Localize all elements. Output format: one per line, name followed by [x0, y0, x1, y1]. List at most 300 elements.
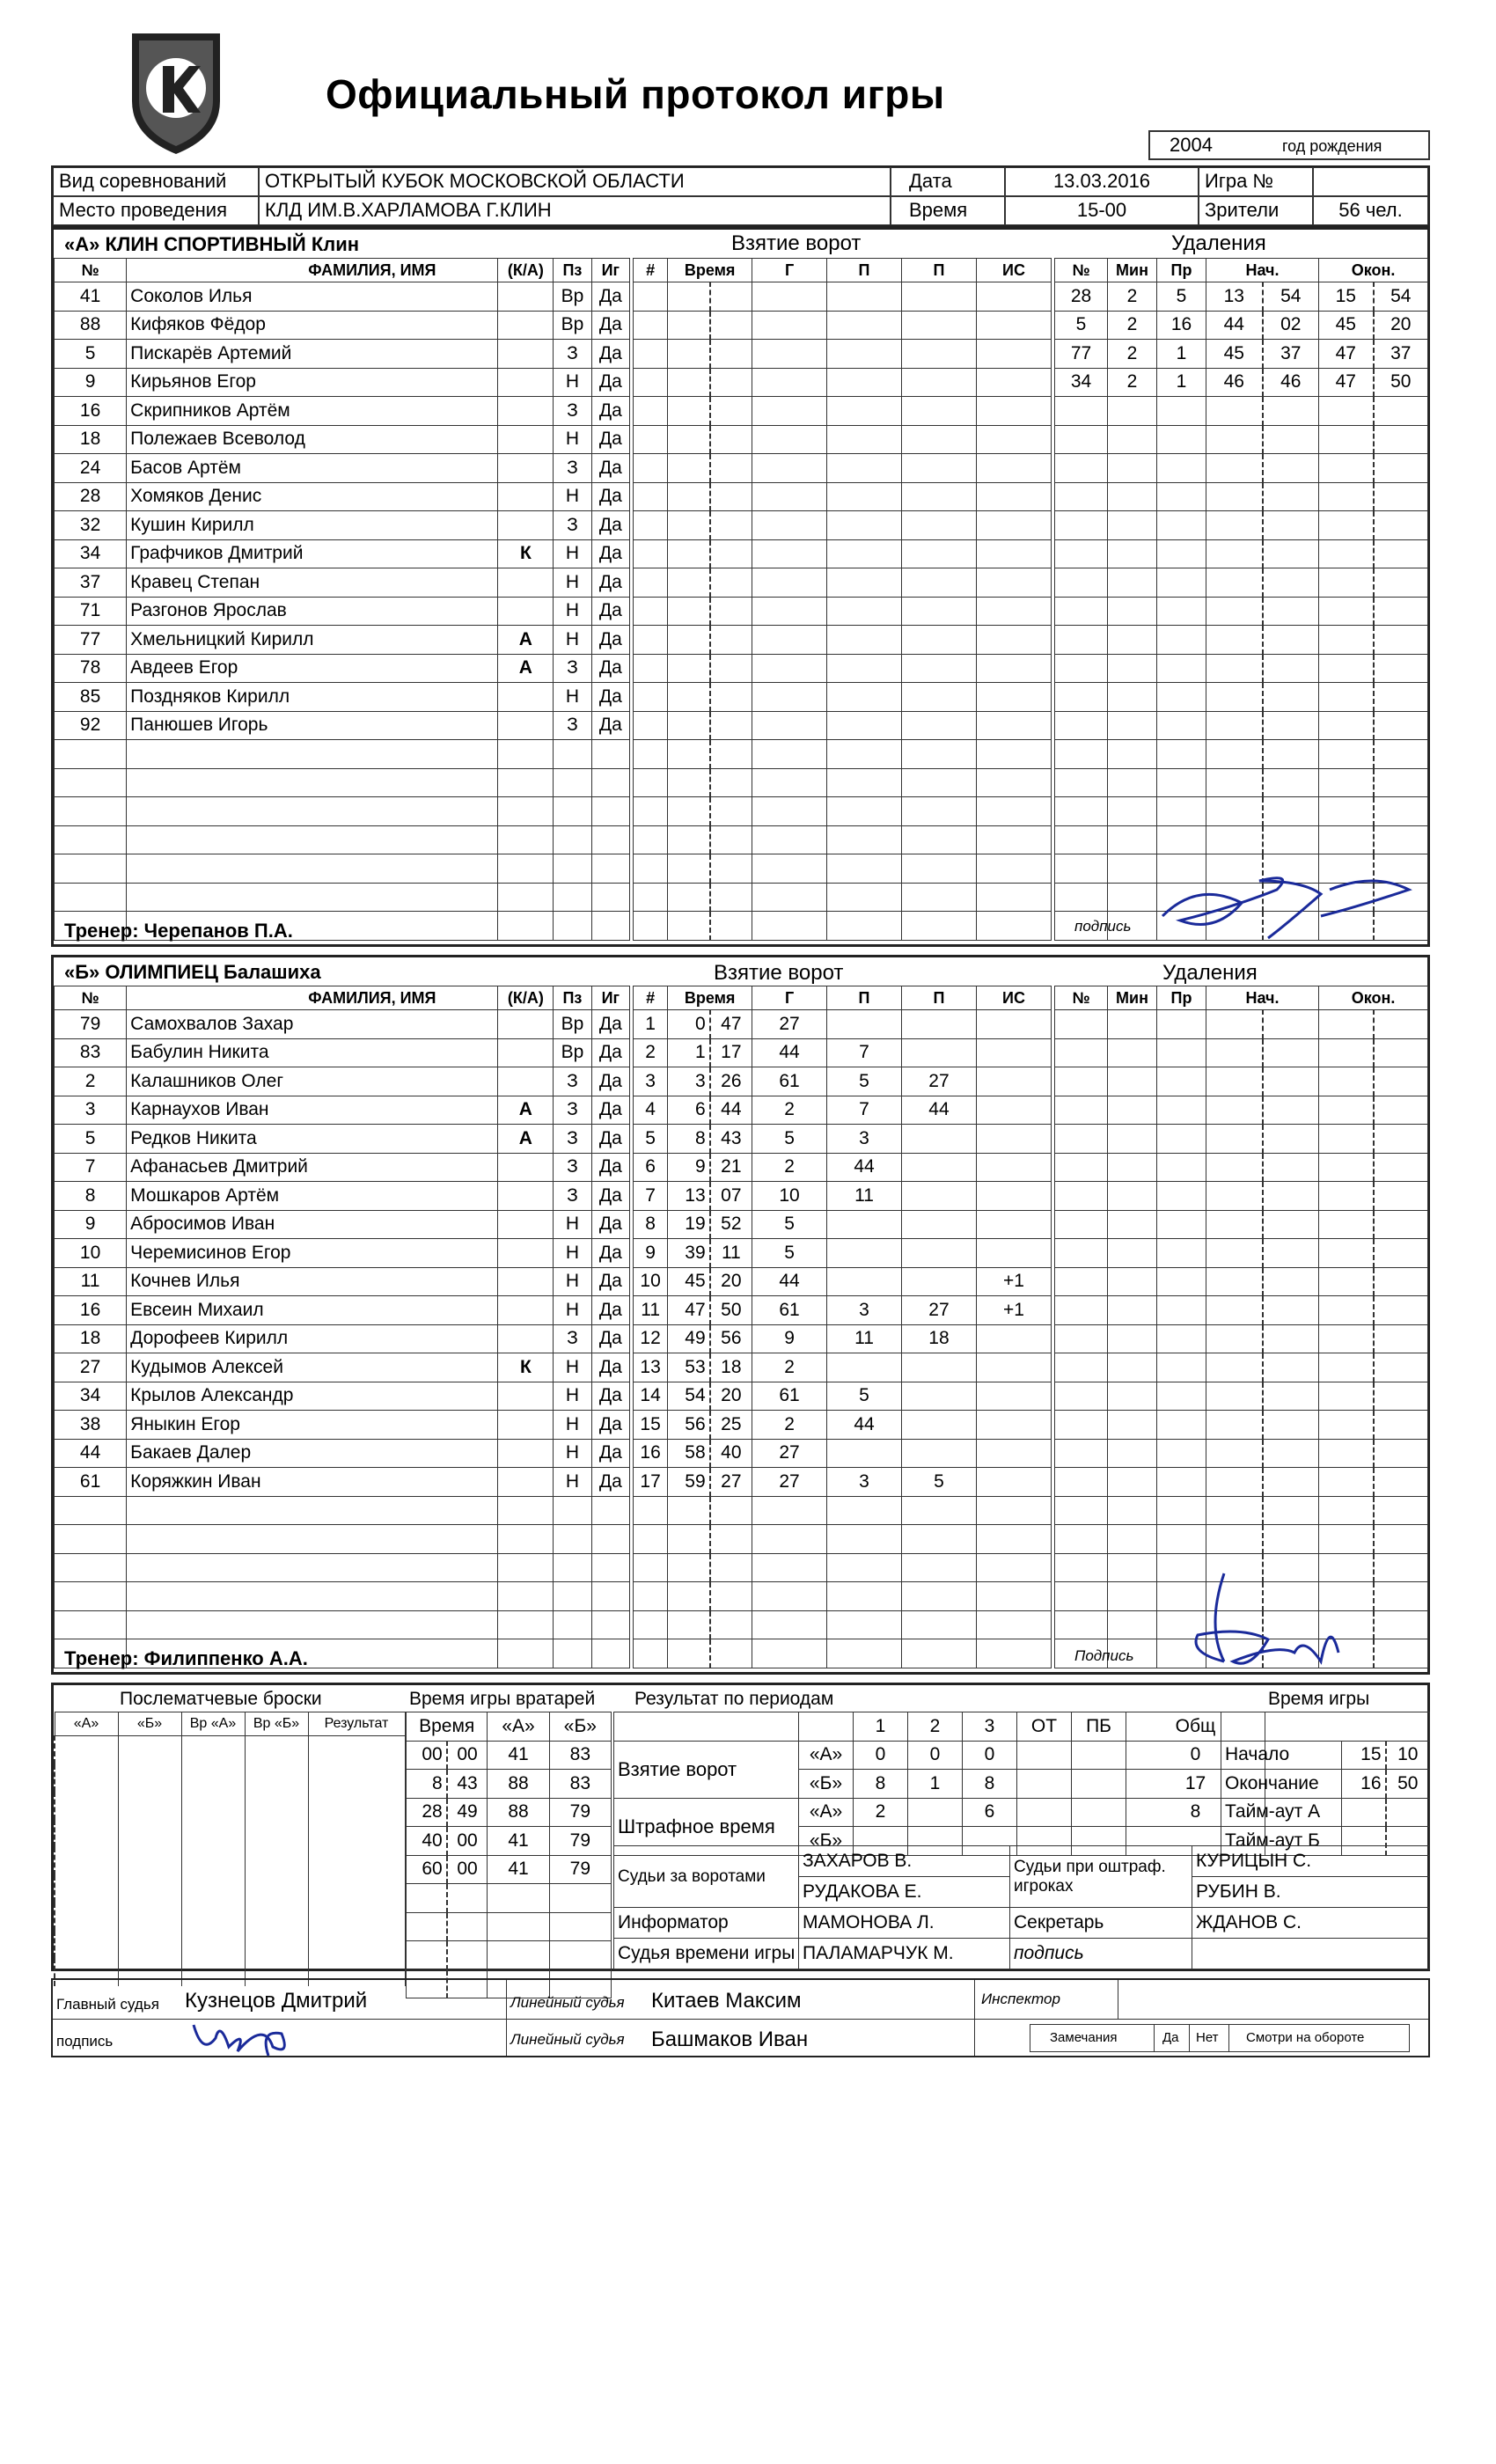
goal-scorer [752, 654, 827, 683]
penalty-reason [1157, 511, 1206, 540]
goal-assist-2 [902, 282, 977, 312]
penalty-end-min [1319, 1439, 1374, 1468]
penalty-reason [1157, 1153, 1206, 1182]
goal-number [634, 482, 668, 511]
goal-row [634, 1010, 1052, 1039]
player-name [127, 768, 498, 797]
goal-number [634, 425, 668, 454]
goal-second: 20 [710, 1382, 752, 1411]
goal-scorer: 2 [752, 1153, 827, 1182]
penalty-end-min [1319, 1038, 1374, 1067]
penalty-start-min [1206, 425, 1263, 454]
team-a-signature [1145, 854, 1418, 942]
team-a-section [51, 227, 1430, 947]
penalty-row [1055, 1182, 1428, 1211]
goal-assist-1 [827, 1010, 902, 1039]
venue-label: Место проведения [53, 196, 259, 225]
goal-row [634, 711, 1052, 740]
penalty-start-min [1206, 1296, 1263, 1325]
penalty-minutes [1108, 597, 1157, 626]
shootout-cell [181, 1736, 245, 1764]
player-position [554, 768, 591, 797]
goal-number: 12 [634, 1324, 668, 1353]
player-captain [498, 711, 554, 740]
goal-scorer [752, 368, 827, 397]
game-time-row [1221, 1798, 1430, 1827]
goal-minute [668, 825, 710, 854]
shootout-row [55, 1736, 405, 1764]
goal-assist-1 [827, 539, 902, 568]
goal-second [710, 683, 752, 712]
header-row [407, 1712, 612, 1742]
goal-minute: 58 [668, 1439, 710, 1468]
penalty-player [1055, 597, 1108, 626]
penalty-player [1055, 1210, 1108, 1239]
player-position: З [554, 340, 591, 369]
goal-number [634, 454, 668, 483]
goal-situation [976, 768, 1051, 797]
goal-assist-1 [827, 654, 902, 683]
goalie-b: 79 [549, 1855, 611, 1884]
goal-situation [976, 454, 1051, 483]
penalty-player [1055, 539, 1108, 568]
competition-label: Вид соревнований [53, 167, 259, 196]
penalty-start-min [1206, 1411, 1263, 1440]
goal-assist-2 [902, 1353, 977, 1382]
player-name: Карнаухов Иван [127, 1096, 498, 1125]
goal-assist-1 [827, 1610, 902, 1639]
remarks-box [1030, 2024, 1410, 2052]
penalty-reason [1157, 1239, 1206, 1268]
penalty-end-sec: 37 [1374, 340, 1428, 369]
goal-scorer [752, 340, 827, 369]
penalty-minutes [1108, 1610, 1157, 1639]
col-header: «А» [55, 1712, 118, 1736]
goal-assist-1 [827, 1353, 902, 1382]
player-played: Да [591, 683, 629, 712]
penalty-start-sec [1263, 1324, 1319, 1353]
col-name-header: ФАМИЛИЯ, ИМЯ [127, 259, 498, 282]
goal-minute [668, 797, 710, 826]
player-played [591, 883, 629, 912]
player-name [127, 825, 498, 854]
penalty-minutes [1108, 711, 1157, 740]
goal-assist-2 [902, 1439, 977, 1468]
goal-assist-2 [902, 340, 977, 369]
goal-scorer [752, 1496, 827, 1525]
penalty-start-min [1206, 1496, 1263, 1525]
col-header: П [827, 259, 902, 282]
penalty-reason [1157, 683, 1206, 712]
penalty-start-min [1206, 511, 1263, 540]
goal-number: 10 [634, 1267, 668, 1296]
goal-assist-1 [827, 340, 902, 369]
goal-minute [668, 597, 710, 626]
player-number: 79 [55, 1010, 127, 1039]
col-ka-header: (К/А) [498, 986, 554, 1010]
penalty-reason [1157, 1210, 1206, 1239]
goal-row [634, 1496, 1052, 1525]
penalty-reason [1157, 425, 1206, 454]
player-played: Да [591, 1067, 629, 1096]
goalie-minute [407, 1912, 447, 1941]
penalty-start-min [1206, 1096, 1263, 1125]
penalty-end-min [1319, 1153, 1374, 1182]
penalty-end-min [1319, 1468, 1374, 1497]
player-number: 83 [55, 1038, 127, 1067]
penalty-start-min [1206, 1038, 1263, 1067]
penalty-minutes [1108, 1324, 1157, 1353]
penalty-start-min [1206, 1182, 1263, 1211]
player-captain: А [498, 654, 554, 683]
goal-minute [668, 626, 710, 655]
penalty-start-sec [1263, 626, 1319, 655]
goal-minute [668, 368, 710, 397]
player-captain [498, 683, 554, 712]
goal-row [634, 1382, 1052, 1411]
goal-number [634, 1496, 668, 1525]
shootout-cell [308, 1764, 405, 1793]
goal-situation [976, 1182, 1051, 1211]
penalty-end-min [1319, 482, 1374, 511]
goal-number [634, 368, 668, 397]
player-played: Да [591, 1210, 629, 1239]
timekeeper-label: Судья времени игры [614, 1939, 799, 1969]
goal-situation [976, 1096, 1051, 1125]
goalie-second: 00 [447, 1741, 488, 1770]
goal-judge-1: ЗАХАРОВ В. [799, 1846, 1010, 1877]
remarks-no[interactable]: Нет [1196, 2030, 1219, 2045]
col-header: 1 [854, 1712, 908, 1742]
penalty-player [1055, 654, 1108, 683]
goalie-a [488, 1884, 549, 1913]
goal-scorer [752, 883, 827, 912]
player-row [55, 711, 630, 740]
player-number: 11 [55, 1267, 127, 1296]
goal-number [634, 1610, 668, 1639]
player-number: 9 [55, 1210, 127, 1239]
goal-number [634, 854, 668, 884]
game-time-row [1221, 1770, 1430, 1799]
penalty-start-sec [1263, 425, 1319, 454]
player-played: Да [591, 1411, 629, 1440]
col-header: # [634, 259, 668, 282]
timekeeper: ПАЛАМАРЧУК М. [799, 1939, 1010, 1969]
penalty-player [1055, 1353, 1108, 1382]
referee-name: Кузнецов Дмитрий [185, 1989, 368, 2013]
player-name: Бабулин Никита [127, 1038, 498, 1067]
penalty-reason [1157, 539, 1206, 568]
goal-row [634, 1439, 1052, 1468]
goal-number [634, 825, 668, 854]
period-value: 6 [963, 1798, 1017, 1827]
penalty-minutes [1108, 1439, 1157, 1468]
goal-second [710, 740, 752, 769]
goalie-a: 88 [488, 1770, 549, 1799]
player-position: З [554, 711, 591, 740]
player-row [55, 1582, 630, 1611]
period-value: 0 [963, 1741, 1017, 1770]
penalty-player [1055, 711, 1108, 740]
goal-second: 47 [710, 1010, 752, 1039]
goal-situation [976, 1210, 1051, 1239]
goal-assist-1 [827, 1267, 902, 1296]
player-position [554, 740, 591, 769]
player-played: Да [591, 1324, 629, 1353]
player-position: Н [554, 1296, 591, 1325]
penalty-end-sec [1374, 825, 1428, 854]
goal-second [710, 883, 752, 912]
player-name: Скрипников Артём [127, 397, 498, 426]
shootout-cell [118, 1792, 181, 1820]
player-name: Хмельницкий Кирилл [127, 626, 498, 655]
goalie-minute: 28 [407, 1798, 447, 1827]
penalty-start-sec [1263, 768, 1319, 797]
periods-title: Результат по периодам [634, 1689, 834, 1709]
goal-assist-1 [827, 683, 902, 712]
player-number: 5 [55, 1125, 127, 1154]
player-number: 44 [55, 1439, 127, 1468]
goal-assist-1 [827, 511, 902, 540]
penalty-start-sec [1263, 1525, 1319, 1554]
cell [1386, 1798, 1430, 1827]
col-header: ОТ [1017, 1712, 1072, 1742]
penalty-start-min: 44 [1206, 311, 1263, 340]
penalty-end-sec [1374, 1267, 1428, 1296]
goal-second [710, 797, 752, 826]
player-number: 16 [55, 1296, 127, 1325]
player-number: 34 [55, 539, 127, 568]
linesman-label-2: Линейный судья [510, 2031, 625, 2048]
player-captain [498, 1439, 554, 1468]
player-captain [498, 797, 554, 826]
shootout-cell [245, 1903, 308, 1931]
player-played [591, 740, 629, 769]
goal-scorer: 61 [752, 1382, 827, 1411]
shootout-cell [55, 1792, 118, 1820]
player-number: 27 [55, 1353, 127, 1382]
goal-number [634, 883, 668, 912]
goal-row [634, 825, 1052, 854]
goal-minute: 59 [668, 1468, 710, 1497]
penalty-player [1055, 425, 1108, 454]
goal-scorer: 5 [752, 1210, 827, 1239]
goal-assist-2 [902, 1553, 977, 1582]
penalty-minutes [1108, 568, 1157, 598]
penalty-start-sec [1263, 654, 1319, 683]
player-row [55, 1182, 630, 1211]
player-number [55, 1553, 127, 1582]
player-captain: А [498, 1096, 554, 1125]
penalty-judge-1: КУРИЦЫН С. [1192, 1846, 1430, 1877]
goal-situation [976, 282, 1051, 312]
penalty-minutes [1108, 1496, 1157, 1525]
goal-row [634, 654, 1052, 683]
penalty-player [1055, 1496, 1108, 1525]
penalty-player [1055, 1153, 1108, 1182]
goal-scorer [752, 539, 827, 568]
player-row [55, 368, 630, 397]
goal-minute [668, 1496, 710, 1525]
goal-assist-2: 27 [902, 1296, 977, 1325]
goal-situation [976, 1353, 1051, 1382]
col-header: # [634, 986, 668, 1010]
penalty-start-sec [1263, 1296, 1319, 1325]
goal-assist-1: 11 [827, 1182, 902, 1211]
goal-scorer: 5 [752, 1239, 827, 1268]
goalie-row [407, 1827, 612, 1856]
goal-second: 07 [710, 1182, 752, 1211]
goal-row [634, 1553, 1052, 1582]
player-position: З [554, 1096, 591, 1125]
goal-minute [668, 1525, 710, 1554]
penalty-reason [1157, 825, 1206, 854]
penalty-row [1055, 425, 1428, 454]
goal-scorer [752, 1610, 827, 1639]
goal-assist-2 [902, 397, 977, 426]
goal-number [634, 568, 668, 598]
player-played: Да [591, 654, 629, 683]
goalie-second: 49 [447, 1798, 488, 1827]
player-played: Да [591, 539, 629, 568]
penalty-row [1055, 683, 1428, 712]
player-number [55, 883, 127, 912]
penalty-end-min: 45 [1319, 311, 1374, 340]
penalty-end-min [1319, 1411, 1374, 1440]
goal-assist-1: 3 [827, 1125, 902, 1154]
penalty-player [1055, 511, 1108, 540]
player-row [55, 597, 630, 626]
team-b-roster-table [54, 986, 630, 1668]
penalty-player: 5 [1055, 311, 1108, 340]
goalie-b [549, 1884, 611, 1913]
goal-scorer: 61 [752, 1296, 827, 1325]
goal-number: 1 [634, 1010, 668, 1039]
penalty-reason [1157, 482, 1206, 511]
referee-sign-label: подпись [56, 2033, 114, 2050]
player-row [55, 740, 630, 769]
player-captain [498, 1382, 554, 1411]
goal-minute [668, 1582, 710, 1611]
goal-assist-1 [827, 1439, 902, 1468]
goal-number [634, 654, 668, 683]
goal-assist-1 [827, 1239, 902, 1268]
player-row [55, 883, 630, 912]
goalie-b: 83 [549, 1741, 611, 1770]
col-header: «А» [488, 1712, 549, 1742]
header-row [1055, 259, 1428, 282]
col-header: «Б» [118, 1712, 181, 1736]
goal-assist-2 [902, 368, 977, 397]
player-position: Н [554, 1239, 591, 1268]
penalty-end-min [1319, 1324, 1374, 1353]
penalty-player [1055, 1582, 1108, 1611]
penalty-player: 28 [1055, 282, 1108, 312]
penalty-minutes [1108, 511, 1157, 540]
goal-scorer: 2 [752, 1096, 827, 1125]
remarks-yes[interactable]: Да [1162, 2030, 1179, 2045]
goal-second [710, 1639, 752, 1668]
penalty-player [1055, 568, 1108, 598]
goal-row [634, 1468, 1052, 1497]
player-number [55, 1525, 127, 1554]
goalie-a [488, 1941, 549, 1970]
player-captain [498, 1468, 554, 1497]
penalty-start-sec [1263, 797, 1319, 826]
goal-minute [668, 282, 710, 312]
player-name: Афанасьев Дмитрий [127, 1153, 498, 1182]
team-b-section [51, 955, 1430, 1675]
secretary: ЖДАНОВ С. [1192, 1908, 1430, 1939]
player-played: Да [591, 1096, 629, 1125]
goal-judge-2: РУДАКОВА Е. [799, 1877, 1010, 1908]
player-captain [498, 425, 554, 454]
goal-assist-2: 5 [902, 1468, 977, 1497]
player-row [55, 282, 630, 312]
player-position: Н [554, 1353, 591, 1382]
penalty-start-min [1206, 1210, 1263, 1239]
goal-second: 52 [710, 1210, 752, 1239]
goal-number: 15 [634, 1411, 668, 1440]
goal-situation [976, 597, 1051, 626]
goal-scorer [752, 626, 827, 655]
goal-number [634, 597, 668, 626]
penalty-end-min [1319, 740, 1374, 769]
goal-row [634, 1125, 1052, 1154]
goal-scorer [752, 854, 827, 884]
goal-row [634, 482, 1052, 511]
player-number: 5 [55, 340, 127, 369]
penalty-start-sec [1263, 1353, 1319, 1382]
shootout-cell [181, 1792, 245, 1820]
goal-second [710, 597, 752, 626]
birth-year-label: год рождения [1282, 137, 1382, 155]
player-played: Да [591, 1125, 629, 1154]
goal-minute [668, 768, 710, 797]
col-header: Пр [1157, 259, 1206, 282]
shootout-row [55, 1820, 405, 1848]
team-a-title: «А» КЛИН СПОРТИВНЫЙ Клин [64, 233, 360, 255]
penalty-start-min [1206, 683, 1263, 712]
player-name: Авдеев Егор [127, 654, 498, 683]
penalty-minutes [1108, 1038, 1157, 1067]
player-played: Да [591, 1182, 629, 1211]
goalie-b [549, 1912, 611, 1941]
penalty-end-sec [1374, 711, 1428, 740]
player-played [591, 1582, 629, 1611]
penalty-end-min [1319, 626, 1374, 655]
goal-minute: 47 [668, 1296, 710, 1325]
shootout-cell [55, 1764, 118, 1793]
goalie-b: 83 [549, 1770, 611, 1799]
period-team: «А» [799, 1798, 854, 1827]
goal-situation [976, 883, 1051, 912]
penalty-player [1055, 1182, 1108, 1211]
col-header [799, 1712, 854, 1742]
goal-assist-1 [827, 597, 902, 626]
col-header: Пз [554, 986, 591, 1010]
penalty-reason [1157, 454, 1206, 483]
shootout-cell [181, 1931, 245, 1959]
goal-scorer: 27 [752, 1010, 827, 1039]
player-captain [498, 1010, 554, 1039]
timeout-b-label: Тайм-аут Б [1221, 1827, 1342, 1856]
player-row [55, 768, 630, 797]
goal-assist-1 [827, 568, 902, 598]
player-position: З [554, 397, 591, 426]
header-row [614, 1712, 1265, 1742]
goal-minute [668, 425, 710, 454]
